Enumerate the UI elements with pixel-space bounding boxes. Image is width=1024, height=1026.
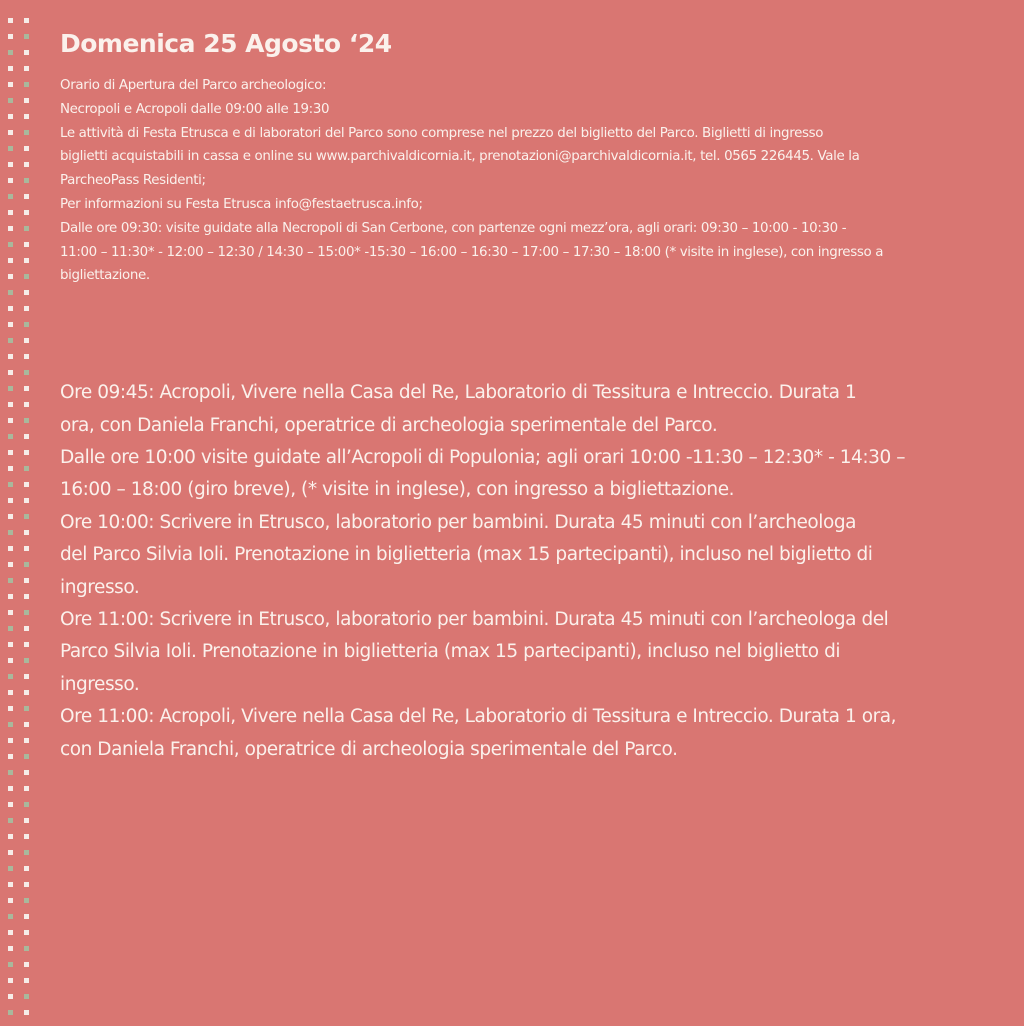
- dot: [24, 338, 29, 343]
- dot: [8, 866, 13, 871]
- schedule-line: Parco Silvia Ioli. Prenotazione in biglietteria (max 15 partecipanti), incluso nel biglietto di: [60, 641, 841, 663]
- dot: [8, 50, 13, 55]
- dot: [8, 402, 13, 407]
- dot: [8, 434, 13, 439]
- dot: [24, 706, 29, 711]
- dot: [24, 514, 29, 519]
- dot: [8, 18, 13, 23]
- dot: [8, 242, 13, 247]
- dot: [24, 466, 29, 471]
- dot: [24, 946, 29, 951]
- dot: [24, 66, 29, 71]
- dot: [24, 242, 29, 247]
- dot: [8, 114, 13, 119]
- dot: [24, 402, 29, 407]
- dot: [24, 322, 29, 327]
- dot: [24, 978, 29, 983]
- dot: [24, 178, 29, 183]
- dot: [8, 594, 13, 599]
- dot: [24, 130, 29, 135]
- dot: [8, 946, 13, 951]
- dot: [24, 546, 29, 551]
- dot: [8, 546, 13, 551]
- dot: [24, 914, 29, 919]
- dot: [24, 882, 29, 887]
- dot: [24, 50, 29, 55]
- dot: [24, 658, 29, 663]
- dot: [24, 146, 29, 151]
- dot: [8, 802, 13, 807]
- info-line: bigliettazione.: [60, 268, 150, 284]
- dot: [8, 162, 13, 167]
- dot: [24, 226, 29, 231]
- schedule-line: ingresso.: [60, 576, 140, 598]
- dot: [24, 370, 29, 375]
- dot: [24, 210, 29, 215]
- dot-column-right: [24, 18, 29, 1026]
- dot-column-left: [8, 18, 13, 1026]
- dot: [8, 130, 13, 135]
- dotted-border-decoration: [0, 0, 46, 1024]
- dot: [24, 786, 29, 791]
- dot: [8, 210, 13, 215]
- dot: [8, 274, 13, 279]
- dot: [24, 994, 29, 999]
- dot: [8, 482, 13, 487]
- dot: [24, 642, 29, 647]
- event-content: [60, 24, 1010, 766]
- dot: [8, 34, 13, 39]
- dot: [24, 738, 29, 743]
- dot: [24, 34, 29, 39]
- dot: [24, 194, 29, 199]
- dot: [8, 1010, 13, 1015]
- dot: [24, 866, 29, 871]
- dot: [24, 18, 29, 23]
- dot: [8, 258, 13, 263]
- dot: [24, 610, 29, 615]
- dot: [8, 658, 13, 663]
- dot: [24, 930, 29, 935]
- dot: [8, 194, 13, 199]
- dot: [24, 690, 29, 695]
- dot: [24, 802, 29, 807]
- dot: [8, 834, 13, 839]
- event-schedule: [60, 377, 1010, 766]
- dot: [24, 1010, 29, 1015]
- dot: [24, 962, 29, 967]
- dot: [8, 370, 13, 375]
- dot: [24, 434, 29, 439]
- dot: [8, 690, 13, 695]
- dot: [8, 498, 13, 503]
- dot: [24, 498, 29, 503]
- dot: [8, 642, 13, 647]
- schedule-line: 16:00 – 18:00 (giro breve), (* visite in inglese), con ingresso a bigliettazione.: [60, 479, 735, 501]
- schedule-line: Dalle ore 10:00 visite guidate all’Acropoli di Populonia; agli orari 10:00 -11:30 – 12:30* - 14:30 –: [60, 446, 906, 468]
- dot: [8, 626, 13, 631]
- dot: [8, 770, 13, 775]
- dot: [8, 450, 13, 455]
- info-line: biglietti acquistabili in cassa e online su www.parchivaldicornia.it, prenotazioni@parchivaldicornia.it, tel. 0565 226445. Vale la: [60, 149, 860, 165]
- dot: [24, 594, 29, 599]
- dot: [8, 994, 13, 999]
- dot: [8, 354, 13, 359]
- dot: [8, 914, 13, 919]
- dot: [24, 770, 29, 775]
- dot: [8, 178, 13, 183]
- dot: [24, 98, 29, 103]
- dot: [24, 754, 29, 759]
- schedule-line: ora, con Daniela Franchi, operatrice di archeologia sperimentale del Parco.: [60, 414, 718, 436]
- dot: [8, 674, 13, 679]
- dot: [8, 290, 13, 295]
- dot: [8, 754, 13, 759]
- dot: [8, 418, 13, 423]
- dot: [8, 562, 13, 567]
- page-title: Domenica 25 Agosto ‘24: [60, 29, 392, 58]
- dot: [8, 898, 13, 903]
- dot: [8, 514, 13, 519]
- dot: [8, 818, 13, 823]
- opening-info: [60, 74, 1010, 288]
- dot: [24, 834, 29, 839]
- dot: [24, 306, 29, 311]
- dot: [8, 978, 13, 983]
- dot: [24, 530, 29, 535]
- dot: [8, 610, 13, 615]
- dot: [24, 418, 29, 423]
- dot: [24, 82, 29, 87]
- dot: [8, 706, 13, 711]
- dot: [8, 930, 13, 935]
- dot: [8, 850, 13, 855]
- dot: [8, 306, 13, 311]
- dot: [8, 882, 13, 887]
- dot: [8, 530, 13, 535]
- info-line: Orario di Apertura del Parco archeologico:: [60, 78, 327, 93]
- schedule-line: Ore 10:00: Scrivere in Etrusco, laboratorio per bambini. Durata 45 minuti con l’archeologa: [60, 511, 857, 533]
- dot: [24, 114, 29, 119]
- info-line: Dalle ore 09:30: visite guidate alla Necropoli di San Cerbone, con partenze ogni mezz’ora, agli orari: 09:30 – 10:00 - 10:30 -: [60, 220, 847, 236]
- dot: [8, 226, 13, 231]
- dot: [8, 66, 13, 71]
- info-line: 11:00 – 11:30* - 12:00 – 12:30 / 14:30 – 15:00* -15:30 – 16:00 – 16:30 – 17:00 – 17:30 – 18:00 (* visite in inglese), con ingresso a: [60, 244, 884, 260]
- schedule-line: Ore 11:00: Scrivere in Etrusco, laboratorio per bambini. Durata 45 minuti con l’archeologa del: [60, 609, 889, 631]
- dot: [8, 962, 13, 967]
- dot: [24, 674, 29, 679]
- schedule-line: con Daniela Franchi, operatrice di archeologia sperimentale del Parco.: [60, 738, 678, 760]
- schedule-line: Ore 09:45: Acropoli, Vivere nella Casa del Re, Laboratorio di Tessitura e Intreccio. Durata 1: [60, 382, 857, 404]
- dot: [8, 322, 13, 327]
- dot: [24, 386, 29, 391]
- schedule-line: del Parco Silvia Ioli. Prenotazione in biglietteria (max 15 partecipanti), incluso nel biglietto di: [60, 544, 873, 566]
- dot: [24, 354, 29, 359]
- dot: [8, 98, 13, 103]
- schedule-line: Ore 11:00: Acropoli, Vivere nella Casa del Re, Laboratorio di Tessitura e Intreccio. Durata 1 ora,: [60, 706, 897, 728]
- dot: [24, 258, 29, 263]
- dot: [24, 450, 29, 455]
- dot: [24, 482, 29, 487]
- dot: [8, 786, 13, 791]
- dot: [24, 162, 29, 167]
- dot: [8, 146, 13, 151]
- dot: [24, 274, 29, 279]
- dot: [8, 466, 13, 471]
- dot: [24, 290, 29, 295]
- info-line: Necropoli e Acropoli dalle 09:00 alle 19:30: [60, 101, 330, 117]
- dot: [8, 338, 13, 343]
- dot: [24, 850, 29, 855]
- dot: [8, 578, 13, 583]
- dot: [8, 386, 13, 391]
- dot: [24, 562, 29, 567]
- dot: [24, 626, 29, 631]
- dot: [8, 82, 13, 87]
- info-line: ParcheoPass Residenti;: [60, 173, 206, 189]
- dot: [24, 818, 29, 823]
- info-line: Per informazioni su Festa Etrusca info@festaetrusca.info;: [60, 196, 423, 212]
- dot: [8, 722, 13, 727]
- info-line: Le attività di Festa Etrusca e di laboratori del Parco sono comprese nel prezzo del biglietto del Parco. Biglietti di ingresso: [60, 125, 824, 141]
- dot: [24, 898, 29, 903]
- dot: [24, 578, 29, 583]
- dot: [24, 722, 29, 727]
- schedule-line: ingresso.: [60, 673, 140, 695]
- dot: [8, 738, 13, 743]
